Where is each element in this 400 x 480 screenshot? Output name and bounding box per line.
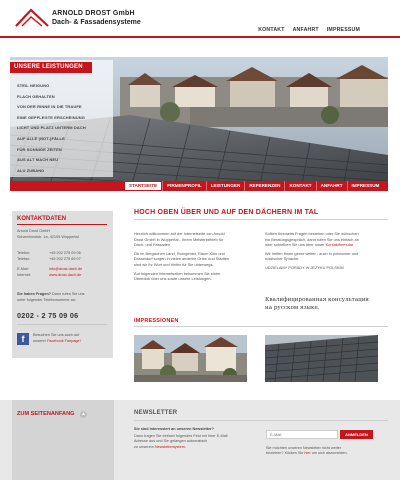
question-line-2: unter folgender Telefonnummer an: [17,298,77,302]
nav-startseite[interactable]: STARTSEITE [124,181,162,191]
impressions-title: IMPRESSIONEN [134,318,179,324]
roof-logo-icon [14,6,50,30]
newsletter-subscribe-button[interactable]: ANMELDEN [340,430,373,439]
contact-title-underline [17,224,107,225]
contact-line: ein Beratungsgespräch, dann rufen Sie uns einfach an [265,236,359,242]
service-item[interactable]: STEIL NEIGUNG [17,83,50,88]
phone-label: Telefon: [17,251,31,255]
sidebar-divider [17,324,107,325]
newsletter-title: NEWSLETTER [134,410,178,416]
unsubscribe-post: um sich abzumelden. [310,451,348,456]
service-item[interactable]: AUS ALT MACH NEU [17,157,59,163]
impression-image[interactable] [265,335,378,382]
facebook-text [33,333,81,344]
top-nav-impressum[interactable]: IMPRESSUM [326,27,360,33]
nav-impressum[interactable]: IMPRESSUM [347,181,384,191]
nav-anfahrt[interactable]: ANFAHRT [316,181,347,191]
contact-line: Wir helfen Ihnen gerne weiter - auch in polnischer und [265,250,359,256]
service-item[interactable]: LICHT UND PLATZ UNTERM DACH [17,125,86,131]
newsletter-text-line [134,445,228,450]
contact-form-link[interactable]: Kontaktformular. [325,242,354,248]
intro-line: Auf folgenden Internetseiten bekommen Sie einen [134,270,221,276]
question-rest: Dann rufen Sie uns [50,292,85,296]
russian-line-1: Квалифицированная консультация [265,297,369,303]
unsubscribe-note [266,446,348,457]
page-title: HOCH OBEN ÜBER UND AUF DEN DÄCHERN IM TAL [134,209,319,216]
contact-title: KONTAKTDATEN [17,216,67,222]
services-list [17,83,86,178]
email-label: E-Mail: [17,267,29,271]
impressions-divider [134,326,388,327]
newsletter-text-line: Dann tragen Sie einfach folgendes Feld mit Ihrer E-Mail [134,434,228,438]
intro-line: Düsseldorf sorgen in vielen anderen Orten und Städten [134,256,230,262]
service-item[interactable]: ALU ZUBAND [17,167,45,173]
intro-line: Überblick über uns sowie unsere Leistungen. [134,276,212,282]
company-subtitle: Dach- & Fassadensysteme [52,19,141,26]
facebook-fanpage-link[interactable]: Facebook Fanpage! [46,338,81,343]
facebook-line-1: Besuchen Sie uns auch auf [33,333,80,337]
address-line-2: Schamhorststr. 1a, 42109 Wuppertal [17,235,79,239]
unsubscribe-line-2 [266,451,348,456]
intro-line: Drost GmbH in Wuppertal - Ihrem Meisterbetrieb für [134,236,224,242]
newsletter-question: Sie sind interessiert an unseren Newsletter? [134,427,214,431]
facebook-line-2 [33,339,81,345]
services-title: UNSERE LEISTUNGEN [10,62,92,73]
russian-note [265,296,369,312]
intro-line: sind wir Ihr Wort und Helfer für Sie unterwegs. [134,261,214,267]
question-bold: Sie haben Fragen? [17,292,51,296]
top-nav-anfahrt[interactable]: ANFAHRT [292,27,319,33]
nav-referenzen[interactable]: REFERENZEN [244,181,284,191]
big-phone-number[interactable]: 0202 - 2 75 09 06 [17,311,79,320]
nav-kontakt[interactable]: KONTAKT [284,181,315,191]
nav-firmenprofil[interactable]: FIRMENPROFIL [162,181,205,191]
unsubscribe-link[interactable]: hier [304,451,311,456]
service-item[interactable]: VON DER RINNE IN DIE TRAUFE [17,104,82,110]
service-item[interactable]: FLACH GEHALTEN [17,93,55,99]
title-divider [134,219,388,220]
facebook-icon[interactable]: f [17,333,29,345]
impression-image[interactable] [134,335,247,382]
russian-line-2: на русском языке. [265,305,320,311]
newsletter-text-line: Adresse aus und Sie gelangen automatisch [134,439,208,444]
newsletter-divider [134,420,388,421]
chevron-up-icon[interactable]: ▲ [81,411,86,417]
intro-line: Ob im Bergischen Land, Ruhrgebiet, Raum Köln und [134,250,225,256]
contact-line: Sollten Ihrerseits Fragen bestehen oder Sie wünschen [265,231,359,236]
polish-note: UDZIELAMY PORADY W JEZYKU POLSKIM [265,264,344,270]
intro-line: Herzlich willkommen auf der Internetseite von Arnold [134,231,225,236]
contact-line-pre: oder schreiben Sie uns über unser [265,242,326,248]
main-nav [10,181,388,191]
phone-value[interactable]: +49 202 275 09 06 [49,251,81,255]
email-link[interactable]: info@drost-dach.de [49,267,83,271]
contact-column [265,231,389,271]
web-link[interactable]: www.drost-dach.de [49,273,82,277]
newsletter-email-input[interactable] [266,430,338,439]
contact-line: russischer Sprache. [265,256,300,262]
service-item[interactable]: AUF ALLE (NOT-)FÄLLE [17,135,65,141]
intro-line: Dach- und Fassaden. [134,242,172,248]
header-divider [0,36,400,38]
question-line-1 [17,292,85,296]
top-nav [258,27,360,33]
unsubscribe-pre: beziehen? Klicken Sie [266,451,305,456]
address-line-1: Arnold Drost GmbH [17,229,51,233]
back-to-top-link[interactable]: ZUM SEITENANFANG [17,411,75,417]
fax-value: +49 202 275 69 07 [49,257,81,261]
company-name: ARNOLD DROST GmbH [52,10,135,17]
top-nav-kontakt[interactable]: KONTAKT [258,27,285,33]
service-item[interactable]: EINE GEPFLEGTE ERSCHEINUNG [17,114,85,120]
header [0,0,400,52]
intro-column [134,231,258,282]
newsletter-text-pre: zu unserem [134,444,155,449]
fax-label: Telefax: [17,257,31,261]
web-label: Internet: [17,273,31,277]
nav-leistungen[interactable]: LEISTUNGEN [206,181,245,191]
service-item[interactable]: FÜR SONNIGE ZEITEN [17,146,62,152]
company-logo[interactable] [14,6,154,40]
newsletter-description [134,434,228,450]
unsubscribe-line-1: Sie möchten unseren Newsletter nicht weiter [266,446,342,450]
facebook-line-2-pre: unserer [33,338,47,343]
newsletter-system-link[interactable]: Newslettersystem. [154,444,186,449]
